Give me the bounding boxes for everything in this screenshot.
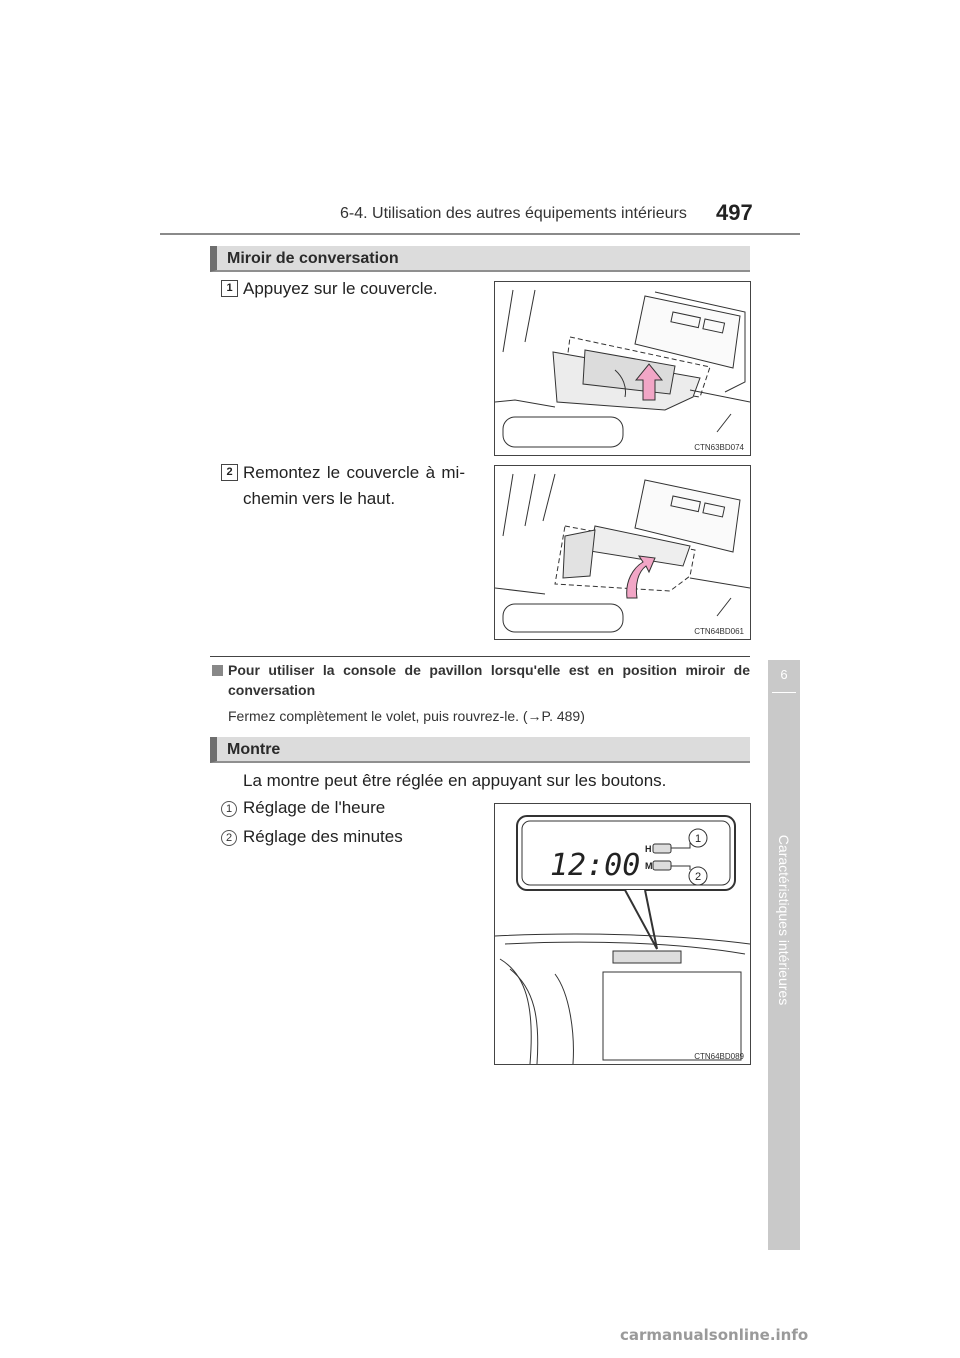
chapter-number: 6 xyxy=(780,667,788,682)
item-marker-1: 1 xyxy=(221,801,237,817)
note-bullet-square xyxy=(212,665,223,676)
figure-press-cover xyxy=(494,281,751,456)
note-rule xyxy=(210,656,750,657)
header-rule xyxy=(160,233,800,235)
item-marker-2: 2 xyxy=(221,830,237,846)
section-title: Miroir de conversation xyxy=(227,250,399,267)
section-title: Montre xyxy=(227,741,281,758)
item-2-text: Réglage des minutes xyxy=(243,827,403,846)
clock-display: 12:00 xyxy=(550,848,641,883)
step-1-text: Appuyez sur le couvercle. xyxy=(243,279,438,298)
step-marker-2: 2 xyxy=(221,464,238,481)
clock-illustration xyxy=(495,804,750,1064)
figure-clock xyxy=(494,803,751,1065)
step-2-text-line1: Remontez le couvercle à mi- xyxy=(243,463,465,482)
note-title: Pour utiliser la console de pavillon lorsqu'elle est en position miroir de conversation xyxy=(228,662,750,698)
overhead-console-illustration-1 xyxy=(495,282,750,455)
section-header-miroir xyxy=(210,246,750,272)
chapter-label: Caractéristiques intérieures xyxy=(776,834,792,1006)
callout-1: 1 xyxy=(694,833,702,845)
callout-2: 2 xyxy=(694,871,702,883)
figure-code: CTN64BD089 xyxy=(694,1052,744,1061)
figure-code: CTN64BD061 xyxy=(694,627,744,636)
overhead-console-illustration-2 xyxy=(495,466,750,639)
side-tab-divider xyxy=(772,692,796,693)
section-header-montre xyxy=(210,737,750,763)
figure-code: CTN63BD074 xyxy=(694,443,744,452)
watermark: carmanualsonline.info xyxy=(620,1326,809,1344)
note-body: Fermez complètement le volet, puis rouvrez-le. (→P. 489) xyxy=(228,708,585,724)
minute-label: M xyxy=(645,861,653,871)
step-marker-1: 1 xyxy=(221,280,238,297)
item-1-text: Réglage de l'heure xyxy=(243,798,386,817)
figure-raise-cover xyxy=(494,465,751,640)
montre-intro: La montre peut être réglée en appuyant sur les boutons. xyxy=(243,771,667,790)
page-number: 497 xyxy=(716,200,753,225)
step-2-text-line2: chemin vers le haut. xyxy=(243,489,396,508)
hour-label: H xyxy=(645,844,652,854)
running-header: 6-4. Utilisation des autres équipements intérieurs xyxy=(340,205,687,222)
